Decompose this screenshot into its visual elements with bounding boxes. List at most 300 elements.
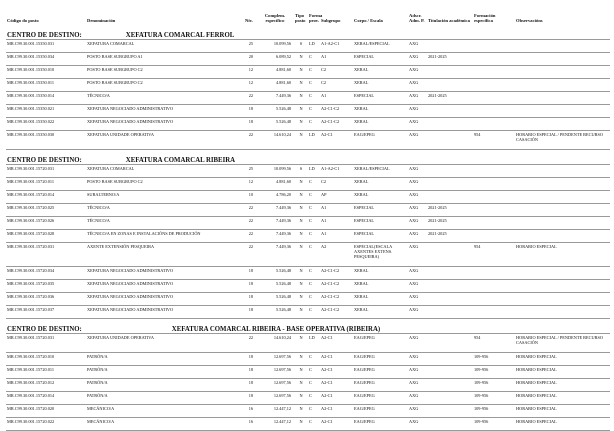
cell-adscr: AXG	[408, 131, 427, 150]
cell-subgrupo: A2-C1	[320, 366, 353, 379]
cell-codigo: MR.C99.30.001.15720.031	[6, 165, 86, 178]
section-label-cell	[6, 25, 244, 40]
cell-nivel: 16	[244, 418, 256, 431]
cell-nivel: 25	[244, 40, 256, 53]
cell-nivel: 12	[244, 178, 256, 191]
positions-table	[6, 0, 610, 431]
cell-subgrupo: A1	[320, 204, 353, 217]
cell-denominacion: PATRÓN/A	[86, 392, 244, 405]
cell-observacions: HORARIO ESPECIAL / PENDENTE RECURSO CASACIÓN	[515, 131, 610, 150]
table-header	[6, 0, 610, 25]
cell-adscr: AXG	[408, 405, 427, 418]
header-codigo: Código do posto	[7, 18, 39, 23]
cell-titulacion	[427, 353, 473, 366]
cell-titulacion	[427, 131, 473, 150]
table-body	[6, 25, 610, 431]
cell-corpo: ESPECIAL	[353, 204, 408, 217]
cell-corpo: XERAL	[353, 293, 408, 306]
cell-denominacion: MECÁNICO/A	[86, 405, 244, 418]
cell-formacion: 954	[473, 334, 515, 353]
cell-tipo: N	[294, 392, 308, 405]
header-corpo: Corpo / Escala	[354, 18, 383, 23]
cell-forma: C	[308, 353, 320, 366]
cell-formacion: 109-956	[473, 418, 515, 431]
cell-tipo: N	[294, 334, 308, 353]
cell-observacions	[515, 53, 610, 66]
cell-denominacion: XEFATURA UNIDADE OPERATIVA	[86, 131, 244, 150]
cell-observacions	[515, 79, 610, 92]
cell-corpo: EAG/EPEG	[353, 392, 408, 405]
header-complemento-line1: Complem.	[264, 13, 286, 18]
cell-observacions	[515, 280, 610, 293]
cell-forma: C	[308, 217, 320, 230]
cell-complemento: 5.526,48	[256, 118, 294, 131]
cell-denominacion: TÉCNICO/A	[86, 204, 244, 217]
cell-adscr: AXG	[408, 40, 427, 53]
table-row	[6, 334, 610, 353]
table-row	[6, 280, 610, 293]
cell-subgrupo: A2-C1-C2	[320, 293, 353, 306]
cell-formacion	[473, 165, 515, 178]
cell-corpo: EAG/EPEG	[353, 366, 408, 379]
cell-complemento: 5.526,48	[256, 105, 294, 118]
cell-denominacion: XEFATURA NEGOCIADO ADMINISTRATIVO	[86, 280, 244, 293]
cell-codigo: MR.C99.30.001.15350.010	[6, 66, 86, 79]
cell-codigo: MR.C99.30.001.15350.030	[6, 131, 86, 150]
cell-complemento: 12.447,12	[256, 418, 294, 431]
cell-complemento: 12.697,56	[256, 353, 294, 366]
cell-forma: C	[308, 293, 320, 306]
cell-corpo: XERAL	[353, 178, 408, 191]
section-label-cell	[6, 319, 381, 334]
section-name: XEFATURA COMARCAL FERROL	[125, 32, 235, 39]
cell-complemento: 12.697,56	[256, 379, 294, 392]
cell-codigo: MR.C99.30.001.15350.034	[6, 53, 86, 66]
cell-nivel: 22	[244, 243, 256, 267]
cell-corpo: XERAL	[353, 118, 408, 131]
cell-denominacion: XEFATURA COMARCAL	[86, 40, 244, 53]
cell-adscr: AXG	[408, 66, 427, 79]
cell-formacion	[473, 66, 515, 79]
cell-complemento: 4.881,60	[256, 66, 294, 79]
cell-observacions	[515, 92, 610, 105]
cell-adscr: AXG	[408, 118, 427, 131]
section-name: XEFATURA COMARCAL RIBEIRA	[125, 157, 236, 164]
cell-codigo: MR.C99.30.001.15720.028	[6, 230, 86, 243]
cell-formacion	[473, 178, 515, 191]
cell-observacions	[515, 191, 610, 204]
cell-formacion	[473, 217, 515, 230]
cell-observacions	[515, 66, 610, 79]
cell-formacion	[473, 267, 515, 280]
cell-adscr: AXG	[408, 418, 427, 431]
cell-complemento: 12.697,56	[256, 392, 294, 405]
table-row	[6, 105, 610, 118]
cell-adscr: AXG	[408, 366, 427, 379]
cell-forma: C	[308, 118, 320, 131]
cell-observacions: HORARIO ESPECIAL	[515, 353, 610, 366]
cell-corpo: XERAL	[353, 280, 408, 293]
cell-tipo: N	[294, 178, 308, 191]
cell-forma: C	[308, 66, 320, 79]
section-header	[6, 319, 610, 334]
table-row	[6, 230, 610, 243]
cell-forma: C	[308, 92, 320, 105]
cell-subgrupo: A1-A2-C1	[320, 165, 353, 178]
cell-nivel: 25	[244, 165, 256, 178]
cell-tipo: N	[294, 379, 308, 392]
cell-formacion	[473, 118, 515, 131]
cell-forma: C	[308, 53, 320, 66]
cell-complemento: 4.881,60	[256, 178, 294, 191]
cell-tipo: N	[294, 66, 308, 79]
table-row	[6, 267, 610, 280]
cell-formacion: 954	[473, 243, 515, 267]
table-row	[6, 53, 610, 66]
cell-forma: LD	[308, 40, 320, 53]
cell-complemento: 14.610,24	[256, 334, 294, 353]
table-row	[6, 392, 610, 405]
cell-forma: C	[308, 405, 320, 418]
cell-adscr: AXG	[408, 191, 427, 204]
cell-tipo: N	[294, 191, 308, 204]
cell-titulacion: 2021-2025	[427, 92, 473, 105]
table-row	[6, 243, 610, 267]
cell-forma: C	[308, 178, 320, 191]
header-adscr	[408, 0, 427, 25]
cell-formacion	[473, 306, 515, 319]
cell-observacions	[515, 40, 610, 53]
cell-adscr: AXG	[408, 306, 427, 319]
cell-tipo: N	[294, 131, 308, 150]
cell-nivel: 18	[244, 353, 256, 366]
cell-corpo: XERAL	[353, 267, 408, 280]
table-row	[6, 418, 610, 431]
cell-adscr: AXG	[408, 53, 427, 66]
cell-tipo: N	[294, 79, 308, 92]
header-tipo-line2: posto	[295, 18, 306, 23]
cell-denominacion: XEFATURA NEGOCIADO ADMINISTRATIVO	[86, 105, 244, 118]
cell-nivel: 22	[244, 334, 256, 353]
cell-subgrupo: A1	[320, 92, 353, 105]
cell-adscr: AXG	[408, 353, 427, 366]
cell-subgrupo: A2-C1-C2	[320, 267, 353, 280]
cell-titulacion	[427, 405, 473, 418]
table-row	[6, 306, 610, 319]
cell-subgrupo: A1	[320, 217, 353, 230]
cell-codigo: MR.C99.30.001.15720.034	[6, 267, 86, 280]
cell-subgrupo: A2-C1-C2	[320, 105, 353, 118]
cell-complemento: 12.447,12	[256, 405, 294, 418]
cell-forma: C	[308, 306, 320, 319]
cell-formacion	[473, 230, 515, 243]
cell-formacion	[473, 53, 515, 66]
cell-titulacion	[427, 79, 473, 92]
cell-subgrupo: A2-C1	[320, 418, 353, 431]
table-row	[6, 40, 610, 53]
cell-tipo: S	[294, 40, 308, 53]
cell-complemento: 4.786,20	[256, 191, 294, 204]
cell-subgrupo: AP	[320, 191, 353, 204]
cell-nivel: 16	[244, 405, 256, 418]
cell-nivel: 20	[244, 53, 256, 66]
cell-forma: C	[308, 105, 320, 118]
cell-tipo: N	[294, 118, 308, 131]
cell-subgrupo: C2	[320, 178, 353, 191]
cell-corpo: XERAL	[353, 191, 408, 204]
cell-codigo: MR.C99.30.001.15720.025	[6, 204, 86, 217]
cell-formacion	[473, 92, 515, 105]
header-adscr-line2: Adm. P.	[409, 18, 425, 23]
cell-complemento: 6.089,52	[256, 53, 294, 66]
cell-denominacion: TÉCNICO/A	[86, 92, 244, 105]
section-header	[6, 25, 610, 40]
cell-forma: LD	[308, 334, 320, 353]
table-row	[6, 178, 610, 191]
cell-nivel: 22	[244, 217, 256, 230]
cell-titulacion	[427, 165, 473, 178]
cell-subgrupo: A2-C1-C2	[320, 306, 353, 319]
cell-formacion	[473, 105, 515, 118]
cell-forma: C	[308, 267, 320, 280]
cell-codigo: MR.C99.30.001.15350.014	[6, 92, 86, 105]
header-titulacion: Titulación académica	[428, 18, 470, 23]
cell-nivel: 22	[244, 131, 256, 150]
cell-codigo: MR.C99.30.001.15720.031	[6, 334, 86, 353]
cell-corpo: XERAL/ESPECIAL	[353, 40, 408, 53]
cell-titulacion	[427, 243, 473, 267]
section-name: XEFATURA COMARCAL RIBEIRA - BASE OPERATIVA (RIBEIRA)	[171, 326, 381, 333]
cell-denominacion: PATRÓN/A	[86, 379, 244, 392]
cell-subgrupo: A2	[320, 243, 353, 267]
cell-codigo: MR.C99.30.001.15350.031	[6, 40, 86, 53]
cell-complemento: 14.610,24	[256, 131, 294, 150]
header-subgrupo: Subgrupo	[321, 18, 341, 23]
cell-formacion: 109-956	[473, 353, 515, 366]
cell-denominacion: MECÁNICO/A	[86, 418, 244, 431]
cell-tipo: N	[294, 366, 308, 379]
cell-nivel: 18	[244, 280, 256, 293]
cell-forma: C	[308, 230, 320, 243]
section-label: CENTRO DE DESTINO:	[7, 32, 82, 39]
cell-complemento: 7.449,36	[256, 243, 294, 267]
cell-observacions	[515, 204, 610, 217]
cell-corpo: XERAL	[353, 306, 408, 319]
cell-subgrupo: A1	[320, 230, 353, 243]
cell-adscr: AXG	[408, 204, 427, 217]
cell-tipo: N	[294, 217, 308, 230]
cell-subgrupo: C2	[320, 79, 353, 92]
cell-codigo: MR.C99.30.001.15720.035	[6, 280, 86, 293]
header-nivel: Nív.	[245, 18, 253, 23]
cell-tipo: N	[294, 243, 308, 267]
cell-formacion: 109-956	[473, 405, 515, 418]
cell-titulacion	[427, 392, 473, 405]
cell-nivel: 10	[244, 191, 256, 204]
cell-adscr: AXG	[408, 178, 427, 191]
cell-codigo: MR.C99.30.001.15720.014	[6, 191, 86, 204]
table-row	[6, 79, 610, 92]
header-adscr-line1: Adscr.	[409, 13, 422, 18]
cell-tipo: N	[294, 418, 308, 431]
cell-adscr: AXG	[408, 230, 427, 243]
cell-titulacion	[427, 293, 473, 306]
cell-tipo: N	[294, 204, 308, 217]
cell-titulacion	[427, 105, 473, 118]
cell-complemento: 10.099,56	[256, 165, 294, 178]
cell-adscr: AXG	[408, 392, 427, 405]
section-label: CENTRO DE DESTINO:	[7, 326, 82, 333]
cell-corpo: XERAL	[353, 105, 408, 118]
cell-complemento: 12.697,56	[256, 366, 294, 379]
cell-forma: C	[308, 204, 320, 217]
cell-corpo: EAG/EPEG	[353, 353, 408, 366]
cell-formacion: 954	[473, 131, 515, 150]
cell-subgrupo: C2	[320, 66, 353, 79]
cell-subgrupo: A2-C1	[320, 334, 353, 353]
cell-titulacion	[427, 379, 473, 392]
cell-complemento: 7.449,36	[256, 217, 294, 230]
cell-corpo: EAG/EPEG	[353, 418, 408, 431]
cell-titulacion	[427, 40, 473, 53]
cell-titulacion	[427, 306, 473, 319]
cell-adscr: AXG	[408, 217, 427, 230]
cell-forma: C	[308, 392, 320, 405]
cell-denominacion: XEFATURA NEGOCIADO ADMINISTRATIVO	[86, 306, 244, 319]
cell-observacions	[515, 267, 610, 280]
cell-corpo: XERAL/ESPECIAL	[353, 165, 408, 178]
cell-adscr: AXG	[408, 79, 427, 92]
header-tipo	[294, 0, 308, 25]
cell-codigo: MR.C99.30.001.15720.011	[6, 178, 86, 191]
cell-observacions	[515, 165, 610, 178]
header-formacion	[473, 0, 515, 25]
cell-denominacion: SUBALTERNO/A	[86, 191, 244, 204]
cell-observacions	[515, 293, 610, 306]
section-header	[6, 150, 610, 165]
cell-titulacion	[427, 366, 473, 379]
cell-titulacion	[427, 418, 473, 431]
cell-denominacion: POSTO BASE SUBGRUPO C2	[86, 66, 244, 79]
cell-observacions: HORARIO ESPECIAL	[515, 418, 610, 431]
cell-corpo: ESPECIAL	[353, 53, 408, 66]
cell-codigo: MR.C99.30.001.15720.026	[6, 217, 86, 230]
table-row	[6, 204, 610, 217]
cell-titulacion: 2021-2025	[427, 230, 473, 243]
table-row	[6, 92, 610, 105]
cell-codigo: MR.C99.30.001.15720.014	[6, 392, 86, 405]
cell-observacions: HORARIO ESPECIAL	[515, 379, 610, 392]
cell-subgrupo: A1	[320, 53, 353, 66]
header-tipo-line1: Tipo	[295, 13, 305, 18]
cell-observacions	[515, 306, 610, 319]
cell-adscr: AXG	[408, 280, 427, 293]
cell-denominacion: XEFATURA NEGOCIADO ADMINISTRATIVO	[86, 267, 244, 280]
cell-formacion	[473, 79, 515, 92]
cell-observacions	[515, 118, 610, 131]
cell-titulacion	[427, 178, 473, 191]
cell-formacion	[473, 280, 515, 293]
cell-formacion	[473, 204, 515, 217]
cell-nivel: 18	[244, 306, 256, 319]
header-forma	[308, 0, 323, 25]
cell-subgrupo: A2-C1-C2	[320, 118, 353, 131]
cell-complemento: 5.526,48	[256, 306, 294, 319]
cell-corpo: ESPECIAL	[353, 92, 408, 105]
cell-codigo: MR.C99.30.001.15350.022	[6, 118, 86, 131]
cell-forma: LD	[308, 131, 320, 150]
header-forma-line2: prov.	[309, 18, 319, 23]
cell-tipo: S	[294, 165, 308, 178]
cell-nivel: 22	[244, 92, 256, 105]
cell-tipo: N	[294, 230, 308, 243]
cell-observacions: HORARIO ESPECIAL	[515, 405, 610, 418]
cell-forma: C	[308, 379, 320, 392]
cell-nivel: 22	[244, 230, 256, 243]
cell-formacion	[473, 40, 515, 53]
cell-codigo: MR.C99.30.001.15720.031	[6, 243, 86, 267]
cell-adscr: AXG	[408, 92, 427, 105]
cell-forma: C	[308, 366, 320, 379]
header-denominacion: Denominación	[87, 18, 116, 23]
cell-observacions	[515, 178, 610, 191]
table-row	[6, 405, 610, 418]
cell-denominacion: TÉCNICO/A	[86, 217, 244, 230]
table-row	[6, 379, 610, 392]
cell-corpo: EAG/EPEG	[353, 405, 408, 418]
cell-nivel: 12	[244, 66, 256, 79]
cell-denominacion: POSTO BASE SUBGRUPO A1	[86, 53, 244, 66]
cell-tipo: N	[294, 293, 308, 306]
cell-corpo: EAG/EPEG	[353, 379, 408, 392]
cell-complemento: 5.526,48	[256, 267, 294, 280]
cell-denominacion: XEFATURA NEGOCIADO ADMINISTRATIVO	[86, 293, 244, 306]
cell-codigo: MR.C99.30.001.15720.012	[6, 379, 86, 392]
cell-corpo: ESPECIAL	[353, 230, 408, 243]
cell-observacions: HORARIO ESPECIAL / PENDENTE RECURSO CASACIÓN	[515, 334, 610, 353]
cell-titulacion	[427, 280, 473, 293]
cell-formacion	[473, 293, 515, 306]
cell-complemento: 7.449,36	[256, 204, 294, 217]
table-row	[6, 366, 610, 379]
cell-codigo: MR.C99.30.001.15720.020	[6, 405, 86, 418]
cell-complemento: 7.449,36	[256, 230, 294, 243]
cell-subgrupo: A2-C1	[320, 131, 353, 150]
cell-titulacion	[427, 267, 473, 280]
header-observacions: Observacións	[516, 18, 543, 23]
table-row	[6, 165, 610, 178]
cell-forma: C	[308, 243, 320, 267]
cell-titulacion	[427, 118, 473, 131]
cell-subgrupo: A2-C1-C2	[320, 280, 353, 293]
cell-adscr: AXG	[408, 165, 427, 178]
cell-subgrupo: A2-C1	[320, 405, 353, 418]
cell-codigo: MR.C99.30.001.15720.022	[6, 418, 86, 431]
cell-corpo: XERAL	[353, 79, 408, 92]
cell-denominacion: POSTO BASE SUBGRUPO C2	[86, 79, 244, 92]
cell-nivel: 18	[244, 267, 256, 280]
cell-corpo: EAG/EPEG	[353, 131, 408, 150]
cell-titulacion: 2021-2025	[427, 217, 473, 230]
cell-denominacion: PATRÓN/A	[86, 353, 244, 366]
cell-forma: C	[308, 191, 320, 204]
cell-adscr: AXG	[408, 243, 427, 267]
cell-codigo: MR.C99.30.001.15720.037	[6, 306, 86, 319]
table-row	[6, 217, 610, 230]
cell-codigo: MR.C99.30.001.15720.010	[6, 353, 86, 366]
cell-adscr: AXG	[408, 334, 427, 353]
cell-complemento: 7.449,36	[256, 92, 294, 105]
